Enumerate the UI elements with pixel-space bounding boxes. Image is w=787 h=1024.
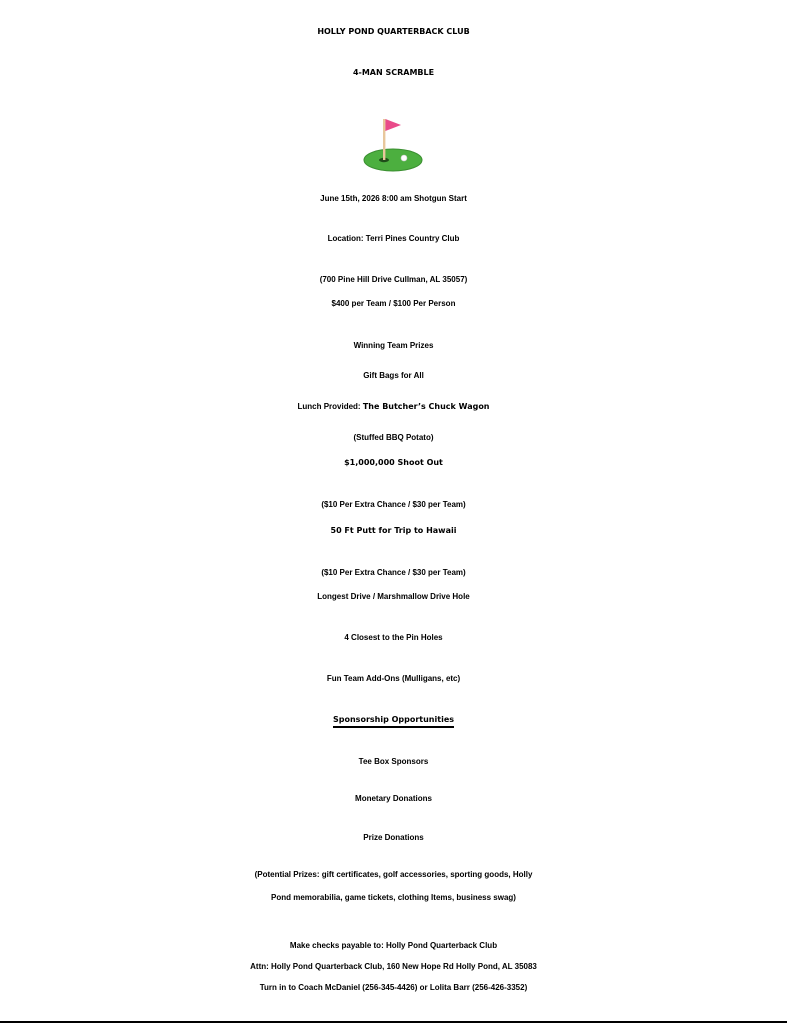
event-prizes: Winning Team Prizes <box>353 341 434 350</box>
event-location: Location: Terri Pines Country Club <box>327 234 460 243</box>
event-price: $400 per Team / $100 Per Person <box>331 299 456 308</box>
flag <box>385 119 401 131</box>
golf-ball <box>401 155 407 161</box>
longest-drive: Longest Drive / Marshmallow Drive Hole <box>317 592 470 601</box>
event-gift-bags: Gift Bags for All <box>363 371 424 380</box>
putt-price: ($10 Per Extra Chance / $30 per Team) <box>321 568 466 577</box>
sponsorship-heading: Sponsorship Opportunities <box>333 715 454 724</box>
golf-hole-icon <box>362 116 424 174</box>
putt-contest: 50 Ft Putt for Trip to Hawaii <box>330 526 457 535</box>
payment-attn: Attn: Holly Pond Quarterback Club, 160 New Hope Rd Holly Pond, AL 35083 <box>250 962 537 971</box>
sponsor-prize: Prize Donations <box>363 833 424 842</box>
event-address: (700 Pine Hill Drive Cullman, AL 35057) <box>319 275 468 284</box>
payment-checks: Make checks payable to: Holly Pond Quarterback Club <box>289 941 498 950</box>
sponsor-tee-box: Tee Box Sponsors <box>358 757 429 766</box>
title-line-2: 4-MAN SCRAMBLE <box>352 68 435 77</box>
lunch-label: Lunch Provided: <box>297 402 363 411</box>
shootout-price: ($10 Per Extra Chance / $30 per Team) <box>321 500 466 509</box>
shootout: $1,000,000 Shoot Out <box>344 458 443 467</box>
event-lunch <box>0 403 787 411</box>
sponsor-monetary: Monetary Donations <box>355 794 432 803</box>
potential-prizes-line-1: (Potential Prizes: gift certificates, golf accessories, sporting goods, Holly <box>254 870 533 879</box>
closest-pin: 4 Closest to the Pin Holes <box>344 633 443 642</box>
payment-turn-in: Turn in to Coach McDaniel (256-345-4426) or Lolita Barr (256-426-3352) <box>259 983 528 992</box>
flag-pole <box>383 119 385 160</box>
lunch-item: (Stuffed BBQ Potato) <box>353 433 434 442</box>
title-line-1: HOLLY POND QUARTERBACK CLUB <box>317 27 470 36</box>
potential-prizes-line-2: Pond memorabilia, game tickets, clothing Items, business swag) <box>271 893 516 902</box>
event-date-time: June 15th, 2026 8:00 am Shotgun Start <box>320 194 467 203</box>
add-ons: Fun Team Add-Ons (Mulligans, etc) <box>326 674 461 683</box>
lunch-vendor: The Butcher’s Chuck Wagon <box>362 402 490 411</box>
bottom-rule <box>0 1021 787 1023</box>
